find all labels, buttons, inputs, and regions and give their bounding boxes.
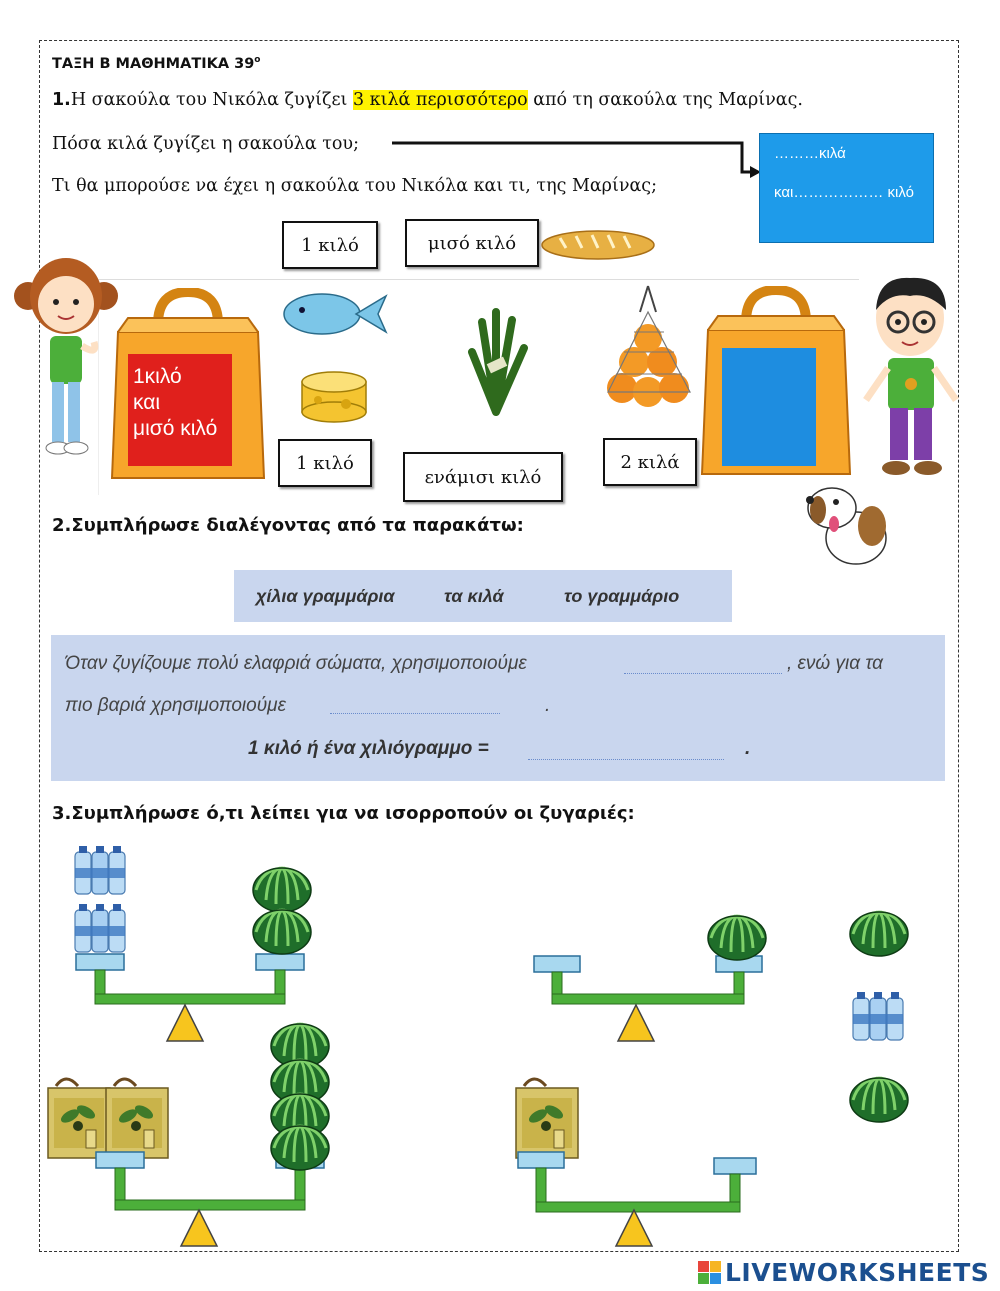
- logo-mark-icon: [698, 1261, 721, 1284]
- blank-1[interactable]: [624, 673, 782, 674]
- sentence-3-end: .: [745, 738, 751, 759]
- sentence-1-start: Όταν ζυγίζουμε πολύ ελαφριά σώματα, χρησιμοποιούμε: [65, 653, 527, 674]
- choices-panel: [234, 570, 732, 622]
- label-one-kilo-cheese: 1 κιλό: [278, 439, 372, 487]
- oranges-net-image: [594, 282, 702, 416]
- spare-melon-1: [850, 912, 908, 956]
- answer-line-and-kilo[interactable]: και……………… κιλό: [774, 184, 914, 201]
- sentence-2-start: πιο βαριά χρησιμοποιούμε: [65, 695, 286, 716]
- boy-nikolas-image: [858, 270, 962, 482]
- highlighted-phrase: 3 κιλά περισσότερο: [352, 90, 528, 110]
- label-one-kilo-top: 1 κιλό: [282, 221, 378, 269]
- answer-box[interactable]: [759, 133, 934, 243]
- choice-the-kilos[interactable]: τα κιλά: [444, 586, 504, 606]
- nikolas-bag-image: [700, 286, 852, 482]
- question-3-title: 3.Συμπλήρωσε ό,τι λείπει για να ισορροπούν οι ζυγαριές:: [52, 803, 635, 824]
- blank-2[interactable]: [330, 713, 500, 714]
- question-1-ask: Πόσα κιλά ζυγίζει η σακούλα του;: [52, 134, 359, 154]
- scale-1: [75, 846, 311, 1041]
- worksheet-header: ΤΑΞΗ Β ΜΑΘΗΜΑΤΙΚΑ $39^o$: [52, 55, 261, 72]
- marina-bag-label: 1κιλό και μισό κιλό: [133, 365, 218, 440]
- liveworksheets-logo: LIVEWORKSHEETS: [698, 1258, 989, 1287]
- scale-4: [516, 1079, 756, 1246]
- sentence-3-start: 1 κιλό ή ένα χιλιόγραμμο =: [248, 738, 489, 759]
- spinach-image: [452, 302, 540, 420]
- arrow-to-answer: [390, 138, 762, 180]
- fish-image: [282, 288, 388, 340]
- sentence-2-end: .: [545, 695, 551, 716]
- girl-marina-image: [14, 246, 118, 464]
- scale-3: [48, 1024, 329, 1246]
- blank-3[interactable]: [528, 759, 724, 760]
- choice-the-gram[interactable]: το γραμμάριο: [564, 586, 680, 606]
- dog-image: [798, 478, 894, 570]
- answer-line-kilos[interactable]: ………κιλά: [774, 145, 846, 162]
- label-two-kilos: 2 κιλά: [603, 438, 697, 486]
- scales-drawing: [40, 836, 958, 1250]
- spare-melon-2: [850, 1078, 908, 1122]
- scale-2: [534, 916, 766, 1041]
- fill-in-panel: [51, 635, 945, 781]
- question-2-title: 2.Συμπλήρωσε διαλέγοντας από τα παρακάτω:: [52, 515, 524, 536]
- cheese-image: [298, 368, 370, 424]
- question-1-ask-2: Τι θα μπορούσε να έχει η σακούλα του Νικόλα και τι, της Μαρίνας;: [52, 176, 657, 196]
- sentence-1-end: , ενώ για τα: [787, 653, 883, 674]
- question-1-statement: 1.Η σακούλα του Νικόλα ζυγίζει 3 κιλά περισσότερο από τη σακούλα της Μαρίνας.: [52, 90, 803, 110]
- choice-thousand-grams[interactable]: χίλια γραμμάρια: [256, 586, 395, 606]
- spare-water-pack: [853, 992, 903, 1040]
- bread-image: [540, 228, 658, 264]
- label-half-kilo: μισό κιλό: [405, 219, 539, 267]
- label-one-and-half-kilo: ενάμισι κιλό: [403, 452, 563, 502]
